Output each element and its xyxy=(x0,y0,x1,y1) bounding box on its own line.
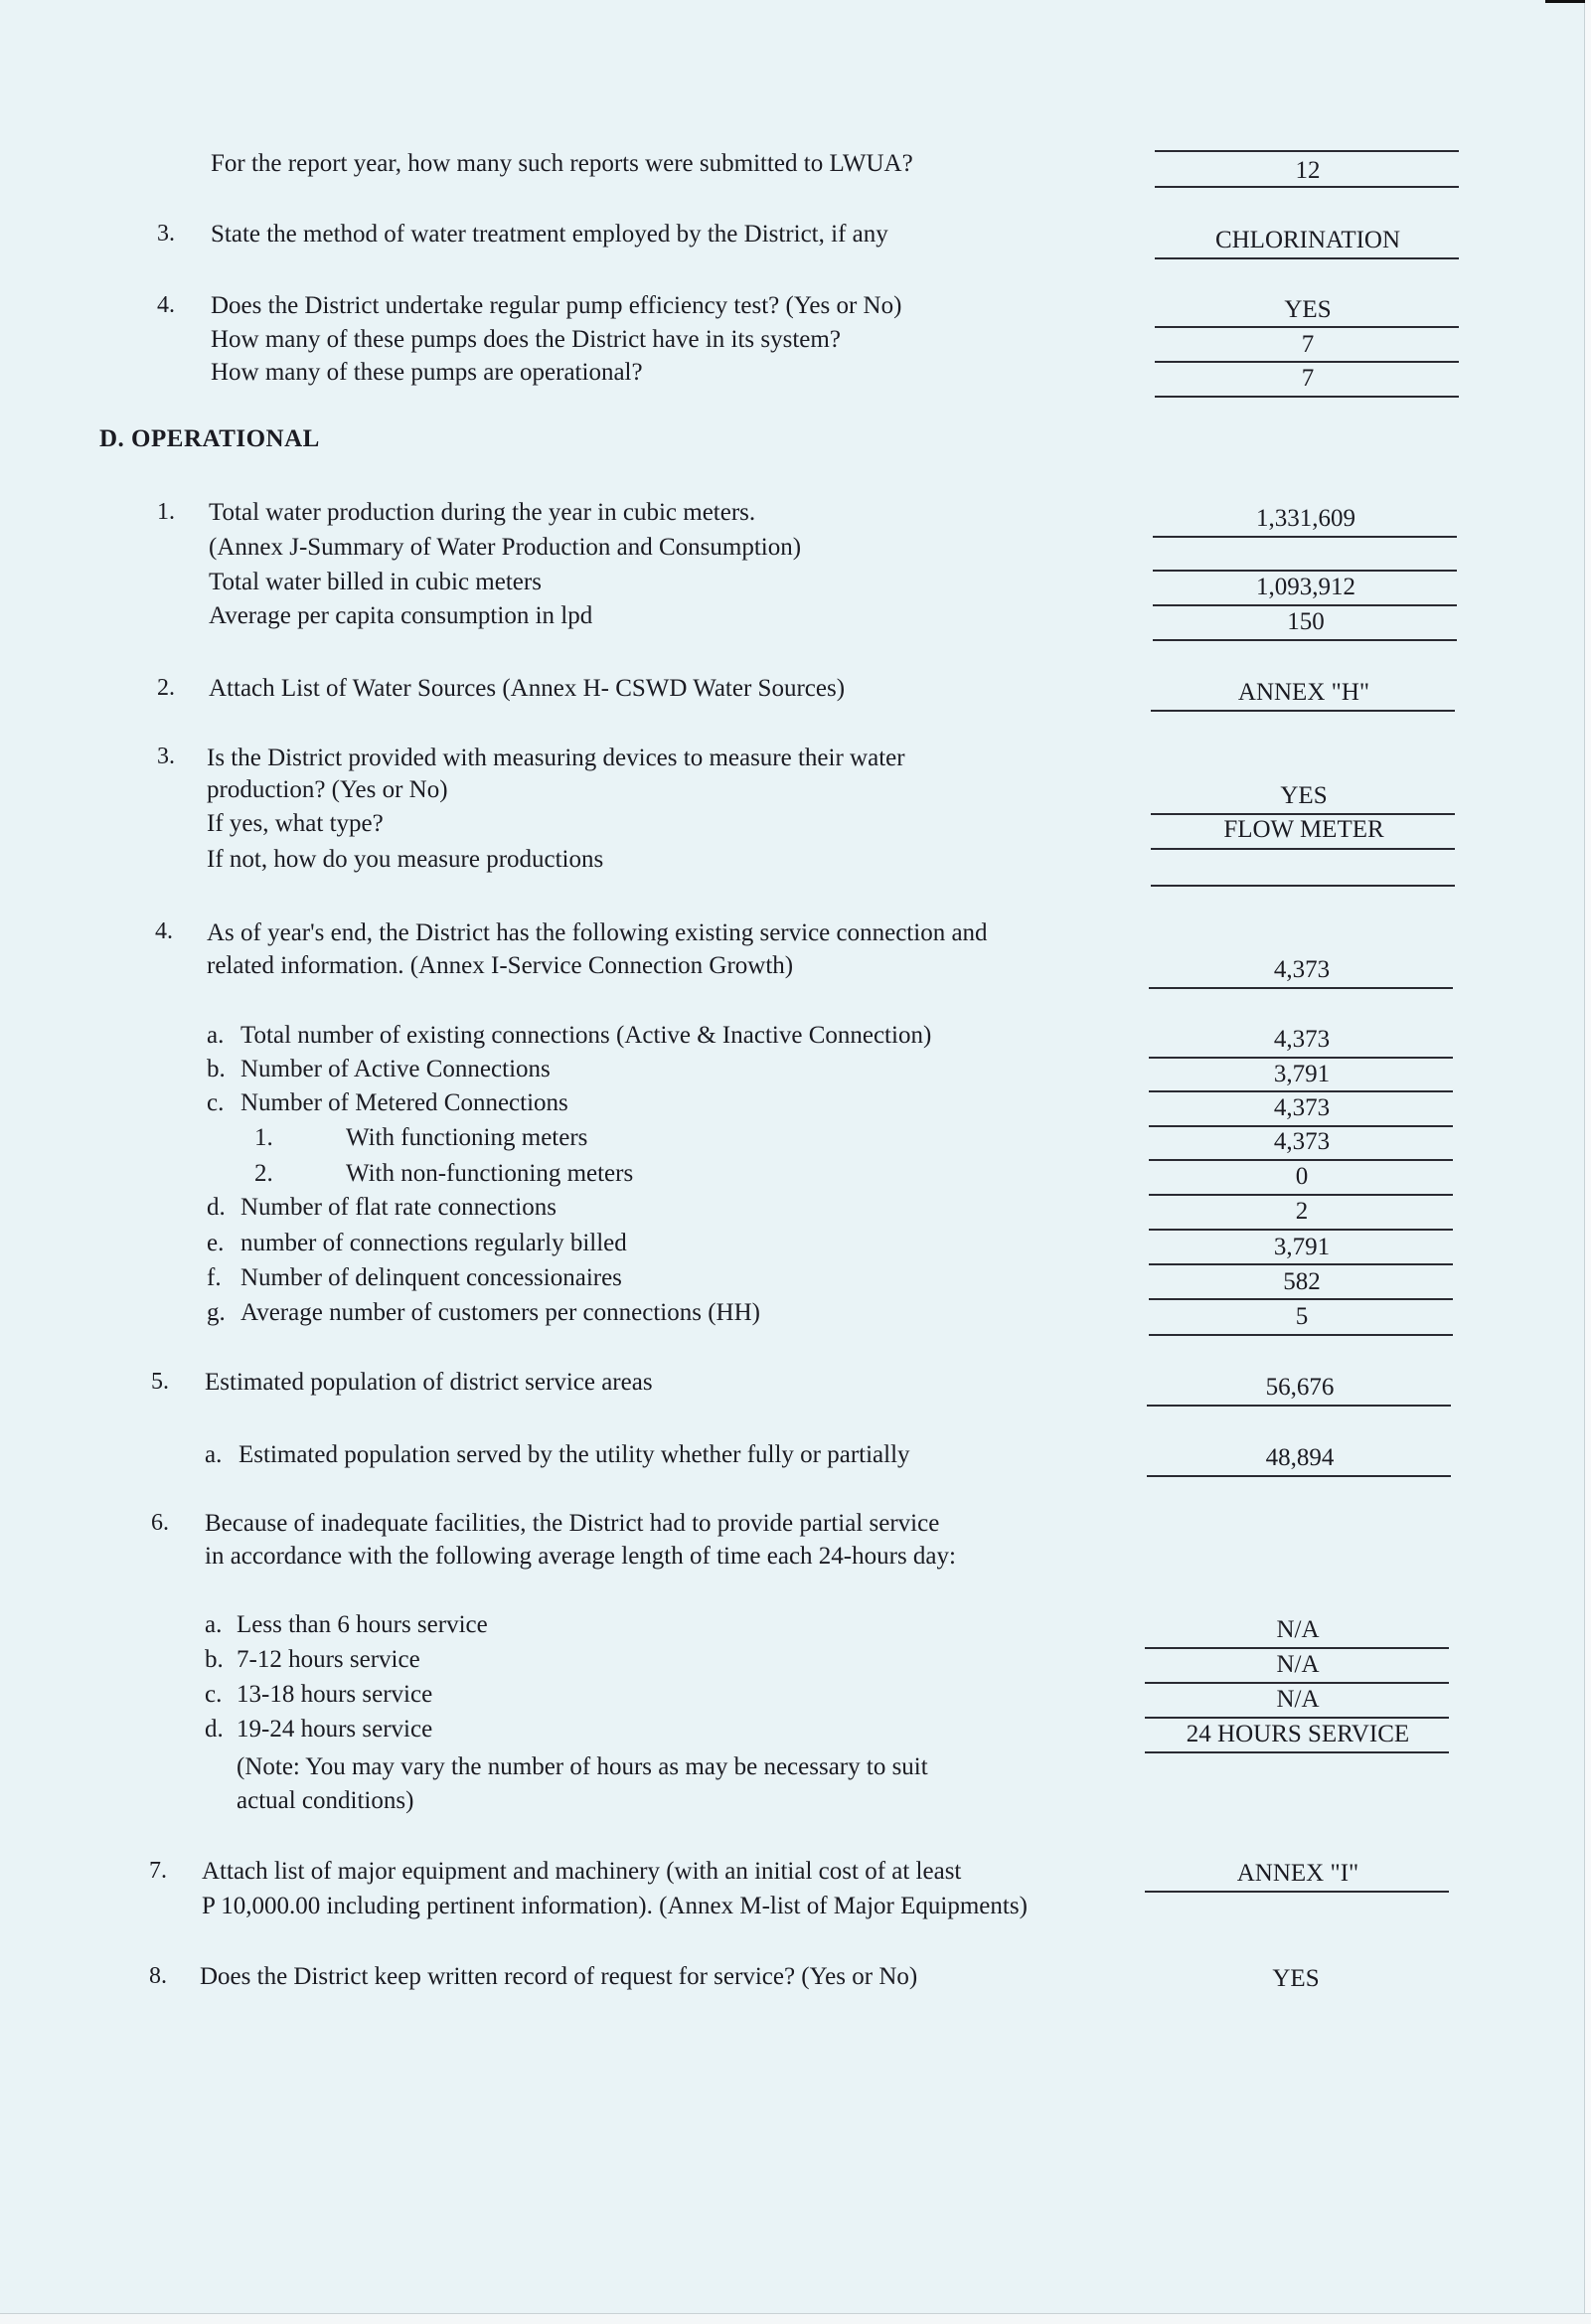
sub-item-text: 13-18 hours service xyxy=(237,1681,433,1708)
sub-item-text: Number of flat rate connections xyxy=(240,1194,557,1221)
sub-item-label: a. xyxy=(205,1441,223,1468)
treatment-answer: CHLORINATION xyxy=(1214,227,1401,253)
answer-rule xyxy=(1149,1298,1453,1300)
sub-item-label: b. xyxy=(205,1646,224,1673)
sub-item-label: g. xyxy=(207,1299,226,1326)
sub-item-value: 5 xyxy=(1295,1303,1309,1330)
answer-rule xyxy=(1145,1751,1449,1753)
hours-note-cont: actual conditions) xyxy=(237,1787,414,1814)
sub-item-label: a. xyxy=(205,1611,223,1638)
pump-operational-question: How many of these pumps are operational? xyxy=(211,359,643,386)
production-annex-note: (Annex J-Summary of Water Production and Consumption) xyxy=(209,534,802,561)
population-question: Estimated population of district service areas xyxy=(205,1369,653,1396)
population-served-question: Estimated population served by the utility whether fully or partially xyxy=(239,1441,910,1468)
sub-item-value: 4,373 xyxy=(1273,1128,1331,1155)
sub-item-label: e. xyxy=(207,1230,225,1256)
pump-operational-answer: 7 xyxy=(1301,365,1315,392)
sub-item-label: c. xyxy=(207,1089,225,1116)
sub-item-value: 24 HOURS SERVICE xyxy=(1186,1721,1410,1747)
answer-rule xyxy=(1155,326,1459,328)
pump-count-question: How many of these pumps does the District have in its system? xyxy=(211,326,841,353)
sub-item-text: Number of Metered Connections xyxy=(240,1089,568,1116)
reports-answer: 12 xyxy=(1295,157,1321,184)
partial-service-question: Because of inadequate facilities, the District had to provide partial service xyxy=(205,1510,940,1537)
device-type-question: If yes, what type? xyxy=(207,810,384,837)
measure-method-question: If not, how do you measure productions xyxy=(207,846,604,873)
sub-item-label: a. xyxy=(207,1022,225,1049)
answer-rule xyxy=(1147,1475,1451,1477)
treatment-question: State the method of water treatment employed by the District, if any xyxy=(211,221,888,248)
item-number: 4. xyxy=(157,292,175,318)
item-number: 3. xyxy=(157,221,175,247)
scan-edge-bottom xyxy=(0,2313,1591,2324)
device-type-answer: FLOW METER xyxy=(1223,816,1384,843)
sub-item-value: 582 xyxy=(1283,1268,1321,1295)
answer-rule xyxy=(1155,361,1459,363)
answer-rule xyxy=(1149,987,1453,989)
partial-service-question-cont: in accordance with the following average length of time each 24-hours day: xyxy=(205,1543,956,1570)
sub-item-text: Total number of existing connections (Active & Inactive Connection) xyxy=(240,1022,932,1049)
service-connection-question: As of year's end, the District has the following existing service connection and xyxy=(207,919,988,946)
item-number: 6. xyxy=(151,1510,169,1536)
sub-item-value: N/A xyxy=(1276,1616,1320,1643)
item-number: 5. xyxy=(151,1369,169,1395)
answer-rule xyxy=(1153,570,1457,572)
sub-item-value: 4,373 xyxy=(1273,1094,1331,1121)
answer-rule xyxy=(1151,885,1455,887)
answer-rule xyxy=(1155,150,1459,152)
scan-edge-right xyxy=(1584,0,1591,2324)
sub-item-text: Number of Active Connections xyxy=(240,1056,551,1082)
pump-test-question: Does the District undertake regular pump efficiency test? (Yes or No) xyxy=(211,292,902,319)
pump-test-answer: YES xyxy=(1284,296,1332,323)
sub-item-label: f. xyxy=(207,1264,222,1291)
sub-item-label: d. xyxy=(205,1716,224,1743)
item-number: 3. xyxy=(157,744,175,769)
answer-rule xyxy=(1149,1334,1453,1336)
answer-rule xyxy=(1151,848,1455,850)
section-heading: D. OPERATIONAL xyxy=(99,425,320,452)
billed-answer: 1,093,912 xyxy=(1256,574,1355,600)
item-number: 7. xyxy=(149,1858,167,1884)
sub-item-label: c. xyxy=(205,1681,223,1708)
sub-item-text: 19-24 hours service xyxy=(237,1716,433,1743)
equipment-question: Attach list of major equipment and machinery (with an initial cost of at least xyxy=(202,1858,962,1885)
sub-item-label: 2. xyxy=(254,1160,273,1187)
sub-item-value: N/A xyxy=(1276,1686,1320,1713)
answer-rule xyxy=(1155,396,1459,398)
sub-item-label: d. xyxy=(207,1194,226,1221)
sub-item-value: 3,791 xyxy=(1273,1061,1331,1087)
answer-rule xyxy=(1151,710,1455,712)
item-number: 1. xyxy=(157,499,175,525)
water-sources-answer: ANNEX "H" xyxy=(1237,679,1370,706)
answer-rule xyxy=(1153,536,1457,538)
answer-rule xyxy=(1153,639,1457,641)
service-connection-answer: 4,373 xyxy=(1273,956,1331,983)
answer-rule xyxy=(1155,257,1459,259)
sub-item-value: 4,373 xyxy=(1273,1026,1331,1053)
per-capita-question: Average per capita consumption in lpd xyxy=(209,602,593,629)
sub-item-text: With functioning meters xyxy=(346,1124,588,1151)
reports-question: For the report year, how many such reports were submitted to LWUA? xyxy=(211,150,913,177)
answer-rule xyxy=(1149,1263,1453,1265)
answer-rule xyxy=(1149,1159,1453,1161)
service-connection-annex-note: related information. (Annex I-Service Connection Growth) xyxy=(207,952,794,979)
answer-rule xyxy=(1145,1717,1449,1719)
sub-item-text: Less than 6 hours service xyxy=(237,1611,488,1638)
production-answer: 1,331,609 xyxy=(1256,505,1355,532)
answer-rule xyxy=(1149,1090,1453,1092)
answer-rule xyxy=(1149,1057,1453,1059)
equipment-answer: ANNEX "I" xyxy=(1236,1860,1359,1887)
answer-rule xyxy=(1147,1405,1451,1407)
answer-rule xyxy=(1149,1194,1453,1196)
equipment-question-cont: P 10,000.00 including pertinent information). (Annex M-list of Major Equipments) xyxy=(202,1893,1028,1919)
answer-rule xyxy=(1153,604,1457,606)
measuring-devices-question: Is the District provided with measuring devices to measure their water xyxy=(207,745,905,771)
sub-item-label: b. xyxy=(207,1056,226,1082)
measuring-devices-question-cont: production? (Yes or No) xyxy=(207,776,448,803)
population-answer: 56,676 xyxy=(1265,1374,1335,1401)
sub-item-value: 0 xyxy=(1295,1163,1309,1190)
production-question: Total water production during the year in cubic meters. xyxy=(209,499,756,526)
sub-item-value: 2 xyxy=(1295,1198,1309,1225)
sub-item-text: Average number of customers per connections (HH) xyxy=(240,1299,760,1326)
answer-rule xyxy=(1145,1682,1449,1684)
sub-item-label: 1. xyxy=(254,1124,273,1151)
per-capita-answer: 150 xyxy=(1287,608,1325,635)
answer-rule xyxy=(1155,186,1459,188)
scan-mark xyxy=(1545,0,1585,3)
sub-item-text: With non-functioning meters xyxy=(346,1160,634,1187)
billed-question: Total water billed in cubic meters xyxy=(209,569,542,595)
answer-rule xyxy=(1145,1891,1449,1893)
answer-rule xyxy=(1149,1229,1453,1231)
sub-item-text: Number of delinquent concessionaires xyxy=(240,1264,622,1291)
item-number: 4. xyxy=(155,918,173,944)
water-sources-question: Attach List of Water Sources (Annex H- CSWD Water Sources) xyxy=(209,675,846,702)
service-request-answer: YES xyxy=(1272,1965,1320,1992)
sub-item-value: N/A xyxy=(1276,1651,1320,1678)
hours-note: (Note: You may vary the number of hours as may be necessary to suit xyxy=(237,1753,928,1780)
sub-item-text: number of connections regularly billed xyxy=(240,1230,627,1256)
population-served-answer: 48,894 xyxy=(1265,1444,1335,1471)
item-number: 2. xyxy=(157,675,175,701)
pump-count-answer: 7 xyxy=(1301,331,1315,358)
service-request-question: Does the District keep written record of request for service? (Yes or No) xyxy=(200,1963,918,1990)
answer-rule xyxy=(1145,1647,1449,1649)
sub-item-text: 7-12 hours service xyxy=(237,1646,420,1673)
sub-item-value: 3,791 xyxy=(1273,1234,1331,1260)
item-number: 8. xyxy=(149,1963,167,1989)
measuring-devices-answer: YES xyxy=(1280,782,1328,809)
